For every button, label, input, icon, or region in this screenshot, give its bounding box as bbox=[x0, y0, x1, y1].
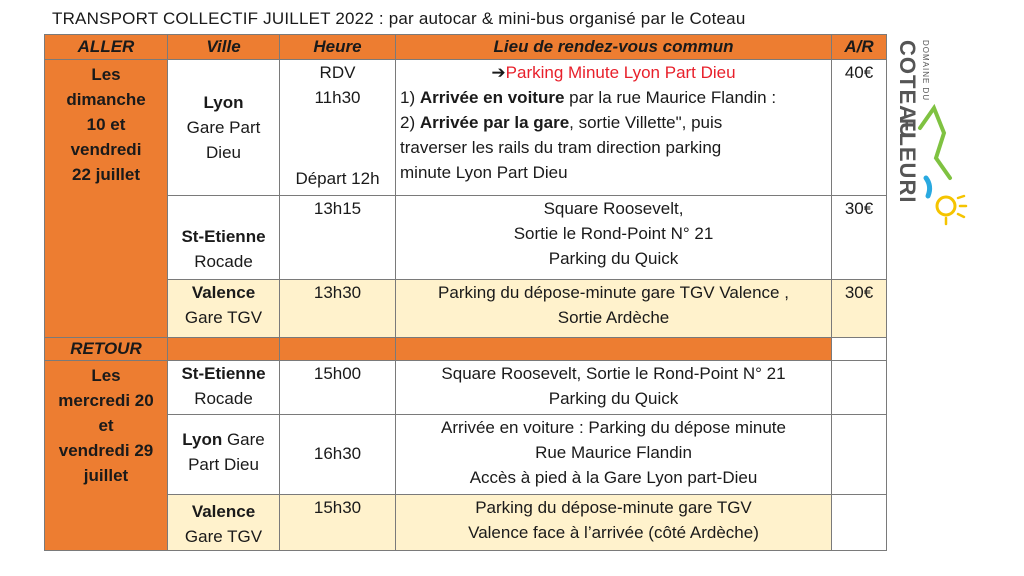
transport-schedule-table bbox=[44, 34, 887, 551]
time-cell: 15h00 bbox=[280, 361, 396, 415]
place-cell: Arrivée en voiture : Parking du dépose minute Rue Maurice Flandin Accès à pied à la Gare Lyon part-Dieu bbox=[396, 415, 832, 495]
table-row bbox=[45, 196, 887, 280]
logo-small-text: DOMAINE DU bbox=[921, 40, 930, 102]
table-row bbox=[45, 60, 887, 196]
logo-text-coteau: COTEAU bbox=[895, 40, 920, 139]
city-cell: St-Etienne Rocade bbox=[168, 196, 280, 280]
price-cell bbox=[832, 361, 887, 415]
time-cell: 13h15 bbox=[280, 196, 396, 280]
header-aller: ALLER bbox=[45, 35, 168, 60]
header-ville: Ville bbox=[168, 35, 280, 60]
page-title: TRANSPORT COLLECTIF JUILLET 2022 : par autocar & mini-bus organisé par le Coteau bbox=[52, 9, 746, 28]
city-cell: Lyon Gare Part Dieu bbox=[168, 60, 280, 196]
logo-text-fleuri: FLEURI bbox=[895, 118, 920, 204]
retour-section-row bbox=[45, 338, 887, 361]
time-cell: 16h30 bbox=[280, 415, 396, 495]
retour-dates: Les mercredi 20 et vendredi 29 juillet bbox=[45, 361, 168, 551]
header-lieu: Lieu de rendez-vous commun bbox=[396, 35, 832, 60]
price-cell bbox=[832, 415, 887, 495]
city-cell: Valence Gare TGV bbox=[168, 280, 280, 338]
table-row bbox=[45, 415, 887, 495]
time-cell: 15h30 bbox=[280, 495, 396, 551]
time-cell: RDV 11h30 Départ 12h bbox=[280, 60, 396, 196]
aller-dates: Les dimanche 10 et vendredi 22 juillet bbox=[45, 60, 168, 338]
place-cell: Parking du dépose-minute gare TGV Valence face à l’arrivée (côté Ardèche) bbox=[396, 495, 832, 551]
table-row bbox=[45, 361, 887, 415]
header-retour: RETOUR bbox=[45, 338, 168, 361]
place-cell: Square Roosevelt, Sortie le Rond-Point N° 21 Parking du Quick bbox=[396, 196, 832, 280]
arrow-icon: ➔ bbox=[491, 63, 506, 82]
coteau-fleuri-logo bbox=[888, 38, 972, 228]
header-row bbox=[45, 35, 887, 60]
price-cell bbox=[832, 495, 887, 551]
table-row bbox=[45, 280, 887, 338]
logo-graphic-icon bbox=[888, 38, 972, 228]
city-cell: Valence Gare TGV bbox=[168, 495, 280, 551]
place-cell: Square Roosevelt, Sortie le Rond-Point N° 21 Parking du Quick bbox=[396, 361, 832, 415]
city-cell: Lyon Gare Part Dieu bbox=[168, 415, 280, 495]
price-cell: 30€ bbox=[832, 280, 887, 338]
header-heure: Heure bbox=[280, 35, 396, 60]
city-cell: St-Etienne Rocade bbox=[168, 361, 280, 415]
time-cell: 13h30 bbox=[280, 280, 396, 338]
table-row bbox=[45, 495, 887, 551]
price-cell: 40€ bbox=[832, 60, 887, 196]
price-cell: 30€ bbox=[832, 196, 887, 280]
place-cell: ➔Parking Minute Lyon Part Dieu 1) Arrivée en voiture par la rue Maurice Flandin : 2) Arrivée par la gare, sortie Villette", puis traverser les rails du tram direction parking minute Lyon Part Dieu bbox=[396, 60, 832, 196]
header-ar: A/R bbox=[832, 35, 887, 60]
place-cell: Parking du dépose-minute gare TGV Valence , Sortie Ardèche bbox=[396, 280, 832, 338]
